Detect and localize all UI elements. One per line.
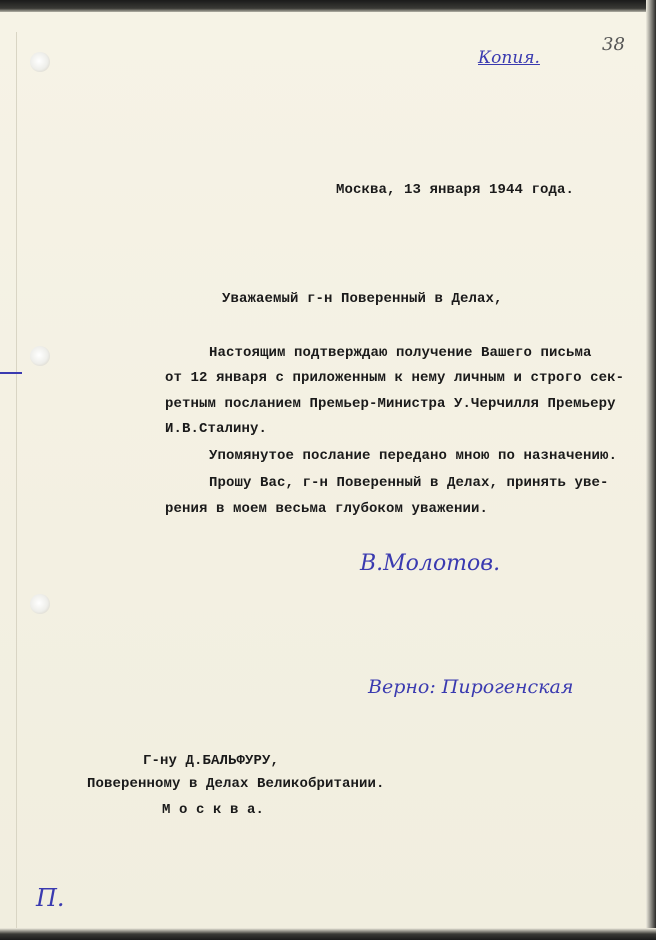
paragraph-line: Настоящим подтверждаю получение Вашего письма xyxy=(209,345,592,361)
margin-line xyxy=(16,32,17,932)
paragraph-line: ретным посланием Премьер-Министра У.Черчилля Премьеру xyxy=(165,396,616,412)
paragraph-line: Прошу Вас, г-н Поверенный в Делах, принять уве- xyxy=(209,475,609,491)
scan-edge-right xyxy=(646,0,656,940)
paragraph-line: И.В.Сталину. xyxy=(165,421,268,437)
initial-annotation: П. xyxy=(36,884,65,912)
addressee-line: М о с к в а. xyxy=(162,802,265,818)
addressee-line: Г-ну Д.БАЛЬФУРУ, xyxy=(143,753,280,769)
place-date: Москва, 13 января 1944 года. xyxy=(336,182,575,198)
punch-hole xyxy=(30,346,50,366)
paragraph-line: Упомянутое послание передано мною по назначению. xyxy=(209,448,618,464)
paragraph-line: рения в моем весьма глубоком уважении. xyxy=(165,501,489,517)
punch-hole xyxy=(30,52,50,72)
copy-annotation: Копия. xyxy=(478,48,540,68)
page-number: 38 xyxy=(602,34,625,55)
salutation: Уважаемый г-н Поверенный в Делах, xyxy=(222,291,503,307)
paragraph-line: от 12 января с приложенным к нему личным и строго сек- xyxy=(165,370,625,386)
signature: В.Молотов. xyxy=(360,551,501,576)
margin-pencil-mark xyxy=(0,372,22,374)
addressee-line: Поверенному в Делах Великобритании. xyxy=(87,776,385,792)
scan-edge-bottom xyxy=(0,928,656,940)
punch-hole xyxy=(30,594,50,614)
certification-signature: Верно: Пирогенская xyxy=(368,676,574,698)
